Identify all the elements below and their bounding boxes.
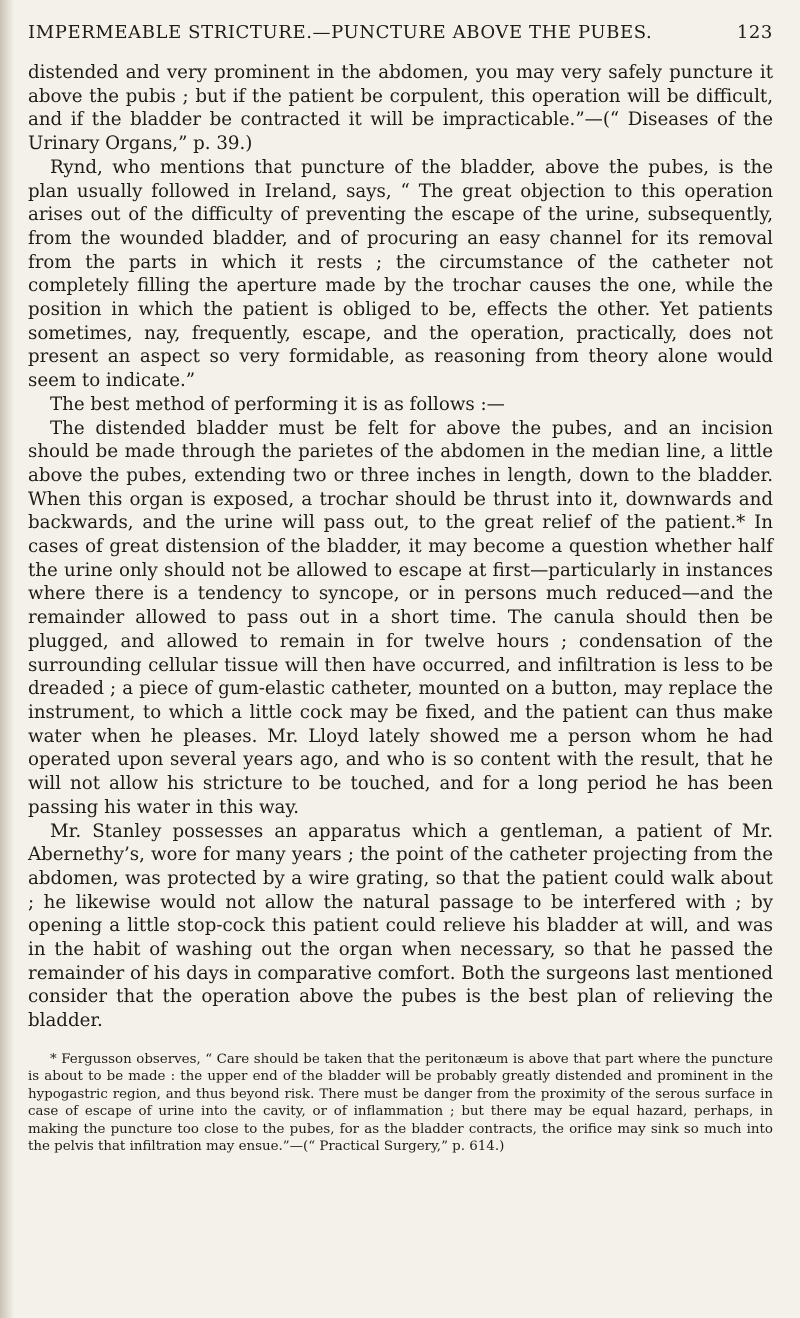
paragraph: Mr. Stanley possesses an apparatus which a gentleman, a patient of Mr. Abernethy’s, wore for many years ; the point of the catheter projecting from the abdomen, was protected by a wire grating, so that the patient could walk about ; he likewise would not allow the natural passage to be interfered with ; by opening a little stop-cock this patient could relieve his bladder at will, and was in the habit of washing out the organ when necessary, so that he passed the remainder of his days in comparative comfort. Both the surgeons last mentioned consider that the operation above the pubes is the best plan of relieving the bladder. bbox=[28, 820, 773, 1032]
page-gutter-shadow bbox=[0, 0, 14, 1318]
paragraph: distended and very prominent in the abdomen, you may very safely puncture it above the pubis ; but if the patient be corpulent, this operation will be difficult, and if the bladder be contracted it will be impracticable.”—(“ Diseases of the Urinary Organs,” p. 39.) bbox=[28, 62, 773, 155]
running-title: IMPERMEABLE STRICTURE.—PUNCTURE ABOVE THE PUBES. bbox=[28, 22, 653, 43]
running-header bbox=[28, 22, 773, 50]
paragraph: The best method of performing it is as follows :— bbox=[50, 393, 505, 415]
page-number: 123 bbox=[736, 22, 773, 43]
paragraph: Rynd, who mentions that puncture of the bladder, above the pubes, is the plan usually followed in Ireland, says, “ The great objection to this operation arises out of the difficulty of preventing the escape of the urine, subsequently, from the wounded bladder, and of procuring an easy channel for its removal from the parts in which it rests ; the circumstance of the catheter not completely filling the aperture made by the trochar causes the one, while the position in which the patient is obliged to be, effects the other. Yet patients sometimes, nay, frequently, escape, and the operation, practically, does not present an aspect so very formidable, as reasoning from theory alone would seem to indicate.” bbox=[28, 156, 773, 392]
body-text bbox=[28, 61, 773, 1033]
paragraph: The distended bladder must be felt for above the pubes, and an incision should be made through the parietes of the abdomen in the median line, a little above the pubes, extending two or three inches in length, down to the bladder. When this organ is exposed, a trochar should be thrust into it, downwards and backwards, and the urine will pass out, to the great relief of the patient.* In cases of great distension of the bladder, it may become a question whether half the urine only should not be allowed to escape at first—particularly in instances where there is a tendency to syncope, or in persons much reduced—and the remainder allowed to pass out in a short time. The canula should then be plugged, and allowed to remain in for twelve hours ; condensation of the surrounding cellular tissue will then have occurred, and infiltration is less to be dreaded ; a piece of gum-elastic catheter, mounted on a button, may replace the instrument, to which a little cock may be fixed, and the patient can thus make water when he pleases. Mr. Lloyd lately showed me a person whom he had operated upon several years ago, and who is so content with the result, that he will not allow his stricture to be touched, and for a long period he has been passing his water in this way. bbox=[28, 417, 773, 818]
footnote: * Fergusson observes, “ Care should be taken that the peritonæum is above that part where the puncture is about to be made : the upper end of the bladder will be probably greatly distended and prominent in the hypogastric region, and thus beyond risk. There must be danger from the proximity of the serous surface in case of escape of urine into the cavity, or of inflammation ; but there may be equal hazard, perhaps, in making the puncture too close to the pubes, for as the bladder contracts, the orifice may sink so much into the pelvis that infiltration may ensue.”—(“ Practical Surgery,” p. 614.) bbox=[28, 1052, 773, 1155]
